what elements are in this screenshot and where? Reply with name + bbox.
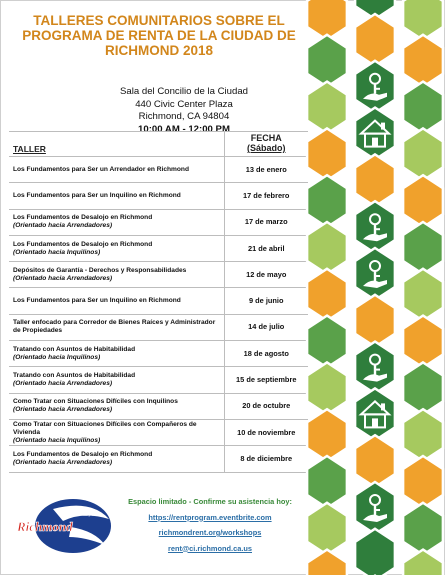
workshop-name-cell: [9, 262, 224, 288]
eventbrite-link[interactable]: https://rentprogram.eventbrite.com: [148, 512, 272, 522]
table-row: [9, 314, 308, 340]
hexagon-tile: [403, 269, 443, 321]
hexagon-tile: [307, 503, 347, 555]
workshop-name-cell: [9, 341, 224, 367]
workshop-audience: (Orientado hacia Inquilinos): [13, 436, 101, 444]
workshop-title: Como Tratar con Situaciones Difíciles con Inquilinos: [13, 398, 178, 406]
hexagon-tile: [307, 222, 347, 274]
workshop-date: 17 de marzo: [224, 209, 308, 235]
workshop-audience: (Orientado hacia Arrendadores): [13, 380, 113, 388]
logo-text: Richmond: [17, 519, 73, 534]
header-sabado-label: (Sábado): [246, 143, 286, 153]
table-row: [9, 262, 308, 288]
workshop-date: 8 de diciembre: [224, 446, 308, 472]
hexagon-tile: [307, 456, 347, 508]
hexagon-tile: [403, 82, 443, 134]
workshop-date: 17 de febrero: [224, 183, 308, 209]
venue-address: 440 Civic Center Plaza: [135, 98, 233, 110]
workshop-name-cell: [9, 209, 224, 235]
workshop-audience: (Orientado hacia Arrendadores): [13, 458, 113, 466]
hexagon-tile: [355, 529, 395, 575]
hexagon-tile: [307, 82, 347, 134]
workshop-title: Los Fundamentos para Ser un Inquilino en Richmond: [13, 191, 181, 199]
richmond-logo: [13, 497, 117, 555]
hexagon-tile: [355, 154, 395, 206]
workshop-audience: (Orientado hacia Inquilinos): [13, 353, 101, 361]
workshop-date: 14 de julio: [224, 314, 308, 340]
hexagon-tile: [307, 128, 347, 180]
workshop-audience: (Orientado hacia Arrendadores): [13, 274, 113, 282]
workshop-title: Los Fundamentos para Ser un Arrendador en Richmond: [13, 165, 189, 173]
hexagon-tile: [403, 175, 443, 227]
hexagon-tile: [307, 175, 347, 227]
workshop-name-cell: [9, 419, 224, 445]
email-link[interactable]: rent@ci.richmond.ca.us: [167, 543, 252, 553]
hexagon-tile: [307, 362, 347, 414]
hexagon-tile: [403, 128, 443, 180]
footer: [110, 494, 310, 556]
workshop-name-cell: [9, 367, 224, 393]
header-taller: TALLER: [9, 132, 224, 157]
hexagon-tile: [403, 316, 443, 368]
table-row: [9, 235, 308, 261]
workshop-date: 15 de septiembre: [224, 367, 308, 393]
page-title: TALLERES COMUNITARIOS SOBRE EL PROGRAMA DE RENTA DE LA CIUDAD DE RICHMOND 2018: [22, 13, 296, 58]
workshop-table: [9, 131, 308, 473]
workshop-name-cell: [9, 314, 224, 340]
workshop-title: Como Tratar con Situaciones Difíciles con Compañeros de Vivienda: [13, 420, 197, 436]
hexagon-tile: [307, 35, 347, 87]
workshop-date: 18 de agosto: [224, 341, 308, 367]
table-row: [9, 446, 308, 472]
workshops-link[interactable]: richmondrent.org/workshops: [158, 528, 262, 537]
header-fecha: [224, 132, 308, 157]
hexagon-tile: [355, 435, 395, 487]
workshop-name-cell: [9, 157, 224, 183]
workshop-name-cell: [9, 183, 224, 209]
hexagon-tile: [403, 362, 443, 414]
hexagon-tile: [307, 550, 347, 575]
workshop-date: 21 de abril: [224, 235, 308, 261]
workshop-title: Los Fundamentos de Desalojo en Richmond: [13, 240, 153, 248]
hexagon-tile: [403, 550, 443, 575]
workshop-date: 12 de mayo: [224, 262, 308, 288]
table-row: [9, 288, 308, 314]
table-header-row: [9, 132, 308, 157]
hexagon-tile: [403, 35, 443, 87]
workshop-title: Taller enfocado para Corredor de Bienes Raíces y Administrador de Propiedades: [13, 319, 216, 335]
venue-hall: Sala del Concilio de la Ciudad: [120, 86, 248, 97]
hexagon-tile: [307, 409, 347, 461]
workshop-name-cell: [9, 393, 224, 419]
workshop-audience: (Orientado hacia Inquilinos): [13, 248, 101, 256]
table-row: [9, 341, 308, 367]
footer-cta: Espacio limitado - Confirme su asistencia hoy:: [128, 497, 292, 506]
workshop-date: 10 de noviembre: [224, 419, 308, 445]
workshop-name-cell: [9, 235, 224, 261]
venue-time: 10:00 AM - 12:00 PM: [138, 123, 230, 135]
table-row: [9, 419, 308, 445]
venue-info: [104, 86, 264, 136]
hexagon-tile: [403, 409, 443, 461]
workshop-date: 13 de enero: [224, 157, 308, 183]
logo-small-text: City of: [83, 512, 96, 517]
hexagon-decoration: [305, 0, 445, 575]
table-row: [9, 183, 308, 209]
workshop-date: 20 de octubre: [224, 393, 308, 419]
workshop-name-cell: [9, 288, 224, 314]
workshop-title: Depósitos de Garantía - Derechos y Responsabilidades: [13, 266, 187, 274]
table-row: [9, 209, 308, 235]
workshop-title: Tratando con Asuntos de Habitabilidad: [13, 372, 136, 380]
hexagon-tile: [307, 269, 347, 321]
hexagon-tile: [307, 316, 347, 368]
hexagon-tile: [355, 295, 395, 347]
workshop-title: Los Fundamentos de Desalojo en Richmond: [13, 214, 153, 222]
workshop-title: Los Fundamentos para Ser un Inquilino en Richmond: [13, 297, 181, 305]
table-row: [9, 157, 308, 183]
hexagon-tile: [403, 456, 443, 508]
hexagon-tile: [355, 14, 395, 66]
venue-city: Richmond, CA 94804: [138, 111, 230, 122]
header-fecha-label: FECHA: [250, 133, 282, 143]
table-row: [9, 367, 308, 393]
workshop-date: 9 de junio: [224, 288, 308, 314]
workshop-title: Tratando con Asuntos de Habitabilidad: [13, 345, 136, 353]
workshop-audience: (Orientado hacia Arrendadores): [13, 222, 113, 230]
table-row: [9, 393, 308, 419]
workshop-name-cell: [9, 446, 224, 472]
hexagon-tile: [403, 503, 443, 555]
workshop-title: Los Fundamentos de Desalojo en Richmond: [13, 450, 153, 458]
hexagon-tile: [403, 222, 443, 274]
workshop-audience: (Orientado hacia Arrendadores): [13, 406, 113, 414]
